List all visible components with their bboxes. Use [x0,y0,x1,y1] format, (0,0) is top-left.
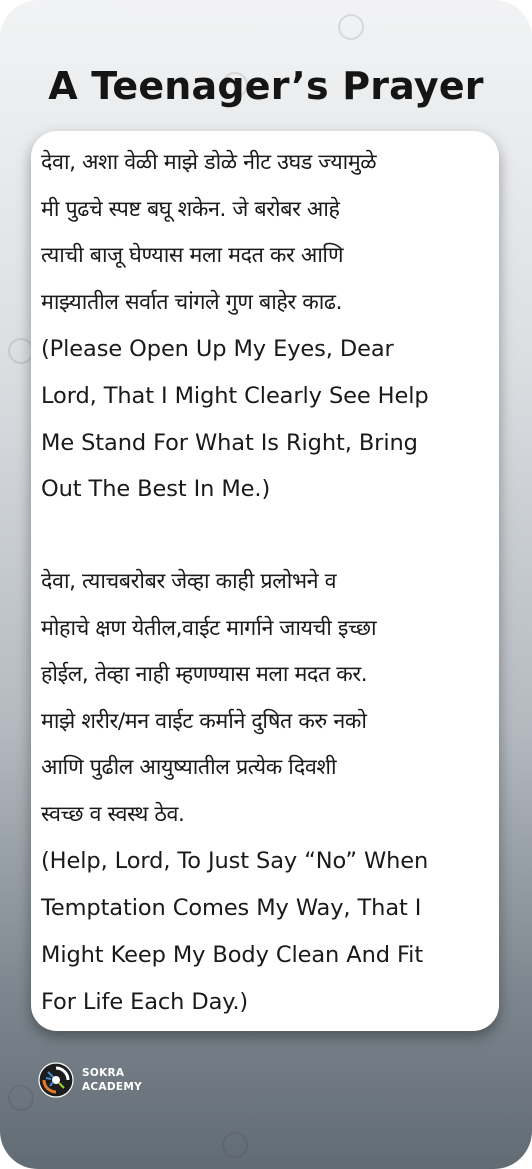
watermark-logo [8,1085,34,1111]
english-line: (Please Open Up My Eyes, Dear [41,336,394,362]
english-line: Lord, That I Might Clearly See Help [41,382,429,409]
sokra-academy-logo-icon [38,1062,74,1098]
brand-name [82,1066,142,1094]
marathi-line: देवा, अशा वेळी माझे डोळे नीट उघड ज्यामुळे [41,150,377,175]
marathi-line: स्वच्छ व स्वस्थ ठेव. [41,801,185,827]
watermark-logo [222,1132,248,1158]
brand-line-2: ACADEMY [82,1081,142,1093]
page-title: A Teenager’s Prayer [48,64,484,108]
english-line: Might Keep My Body Clean And Fit [41,941,424,968]
marathi-line: मी पुढचे स्पष्ट बघू शकेन. जे बरोबर आहे [41,196,340,222]
brand-logo [38,1062,142,1098]
marathi-line: देवा, त्याचबरोबर जेव्हा काही प्रलोभने व [41,569,337,595]
prayer-text [41,140,496,1025]
english-line: Out The Best In Me.) [41,476,271,503]
marathi-line: होईल, तेव्हा नाही म्हणण्यास मला मदत कर. [41,662,368,688]
english-line: For Life Each Day.) [41,988,249,1015]
marathi-line: त्याची बाजू घेण्यास मला मदत कर आणि [41,243,344,268]
english-line: (Help, Lord, To Just Say “No” When [41,848,429,875]
stanza-spacer [41,513,496,559]
brand-line-1: SOKRA [82,1067,125,1079]
english-line: Me Stand For What Is Right, Bring [41,429,418,456]
marathi-line: माझे शरीर/मन वाईट कर्माने दुषित करु नको [41,708,367,734]
watermark-logo [338,14,364,40]
marathi-line: मोहाचे क्षण येतील,वाईट मार्गाने जायची इच्छा [41,615,377,641]
english-line: Temptation Comes My Way, That I [41,894,422,921]
marathi-line: माझ्यातील सर्वात चांगले गुण बाहेर काढ. [41,289,343,315]
marathi-line: आणि पुढील आयुष्यातील प्रत्येक दिवशी [41,755,337,781]
